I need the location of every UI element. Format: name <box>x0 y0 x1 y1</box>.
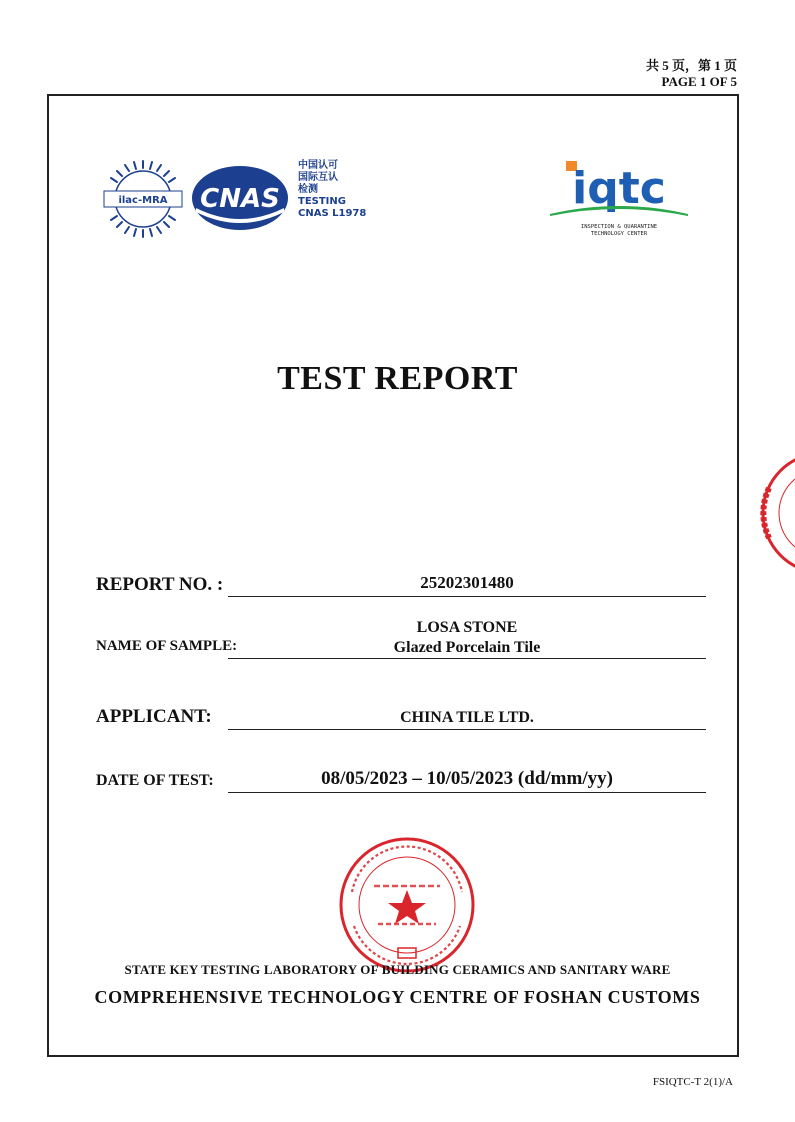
page-count-en: PAGE 1 OF 5 <box>661 74 737 89</box>
cnas-text-line: 中国认可 <box>298 160 338 171</box>
page-count <box>646 58 737 90</box>
report-no-value: 25202301480 <box>420 573 514 592</box>
report-no-label: REPORT NO. : <box>96 574 224 595</box>
sample-name-line1: LOSA STONE <box>416 619 518 636</box>
iqtc-logo <box>548 158 690 220</box>
cnas-text-line: 国际互认 <box>298 172 338 183</box>
sample-name-underline <box>228 658 706 659</box>
iqtc-sub-line: TECHNOLOGY CENTER <box>590 231 648 237</box>
lab-name-line: STATE KEY TESTING LABORATORY OF BUILDING CERAMICS AND SANITARY WARE <box>124 962 671 977</box>
report-no-underline <box>228 596 706 597</box>
cnas-logo <box>190 164 290 232</box>
cnas-mark-text: CNAS <box>200 184 280 214</box>
applicant-value: CHINA TILE LTD. <box>400 709 534 726</box>
page-count-zh: 共 5 页，第 1 页 <box>645 58 737 73</box>
edge-seal-stamp-fragment <box>757 448 795 578</box>
cnas-text-line: 检测 <box>298 184 318 195</box>
applicant-underline <box>228 729 706 730</box>
sample-name-line2: Glazed Porcelain Tile <box>393 639 541 656</box>
date-of-test-underline <box>228 792 706 793</box>
applicant-label: APPLICANT: <box>96 706 212 727</box>
official-seal-stamp <box>338 836 476 974</box>
centre-name-line: COMPREHENSIVE TECHNOLOGY CENTRE OF FOSHAN CUSTOMS <box>94 987 701 1007</box>
iqtc-sub-line: INSPECTION & QUARANTINE <box>580 224 658 230</box>
cnas-accreditation-text <box>298 160 366 220</box>
ilac-mra-logo <box>102 158 184 240</box>
form-code: FSIQTC-T 2(1)/A <box>652 1076 733 1088</box>
date-of-test-value: 08/05/2023 – 10/05/2023 (dd/mm/yy) <box>321 768 613 789</box>
date-of-test-label: DATE OF TEST: <box>96 772 214 789</box>
cnas-text-line: TESTING <box>298 196 346 207</box>
ilac-mark-text: ilac-MRA <box>118 195 168 206</box>
iqtc-mark-text: iqtc <box>572 163 666 214</box>
sample-name-label: NAME OF SAMPLE: <box>96 638 238 654</box>
cnas-text-line: CNAS L1978 <box>298 208 367 219</box>
report-title: TEST REPORT <box>277 360 518 397</box>
iqtc-subtitle <box>548 224 690 238</box>
